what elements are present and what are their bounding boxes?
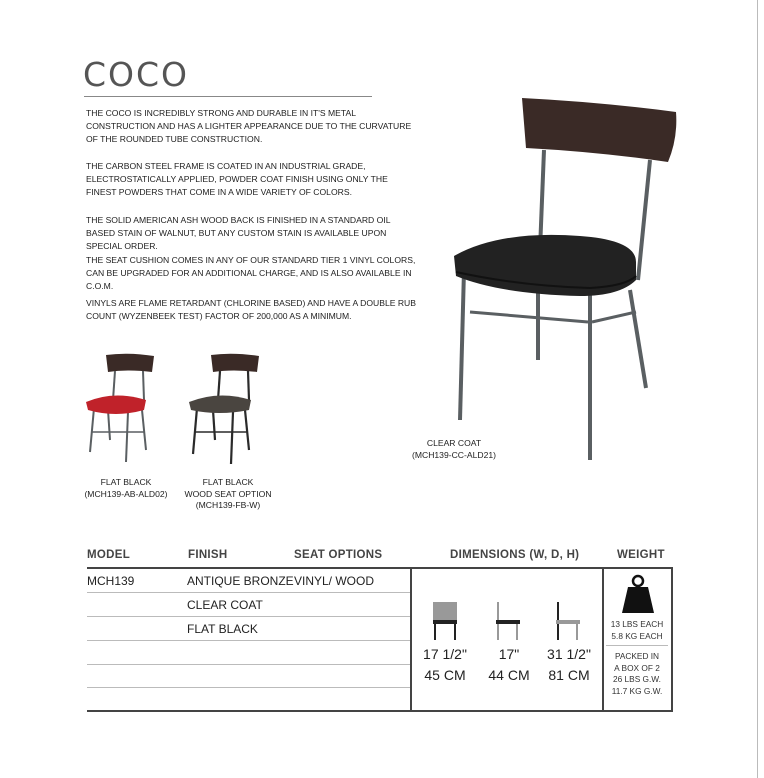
height-dimension-icon (553, 600, 583, 642)
height-value (540, 646, 598, 683)
table-row-divider (87, 664, 411, 665)
box-weight-lbs: 26 LBS G.W. (613, 674, 661, 684)
width-imperial: 17 1/2" (423, 646, 467, 662)
weight-icon (620, 573, 656, 615)
packed-line: PACKED IN (614, 651, 660, 661)
description-paragraph-4: THE SEAT CUSHION COMES IN ANY OF OUR STANDARD TIER 1 VINYL COLORS, CAN BE UPGRADED FOR AN ADDITIONAL CHARGE, AND IS ALSO AVAILABLE IN C.O.M. (86, 255, 416, 291)
caption-line: (MCH139-AB-ALD02) (84, 488, 168, 499)
red-seat-cushion (86, 395, 146, 414)
table-top-rule (87, 567, 673, 569)
table-column-rule (410, 567, 412, 712)
seat-options-cell: VINYL/ WOOD (294, 574, 375, 588)
description-paragraph-2: THE CARBON STEEL FRAME IS COATED IN AN INDUSTRIAL GRADE, ELECTROSTATICALLY APPLIED, POWDER COAT FINISH USING ONLY THE FINEST POWDERS THAT COME IN A WIDE VARIETY OF COLORS. (86, 161, 388, 197)
chair-image-wood-seat (183, 350, 263, 470)
description-paragraph-1: THE COCO IS INCREDIBLY STRONG AND DURABLE IN IT'S METAL CONSTRUCTION AND HAS A LIGHTER APPEARANCE DUE TO THE CURVATURE OF THE ROUNDED TUBE CONSTRUCTION. (86, 108, 412, 144)
caption-red-chair (72, 477, 180, 500)
weight-packed (604, 651, 670, 697)
weight-each-kg: 5.8 KG EACH (611, 630, 663, 641)
caption-line: (MCH139-FB-W) (195, 500, 261, 510)
wood-seat (189, 395, 251, 413)
table-bottom-rule (87, 710, 673, 712)
caption-line: CLEAR COAT (426, 438, 482, 448)
page-edge-rule (757, 0, 758, 778)
width-value (416, 646, 474, 683)
header-finish: FINISH (188, 549, 228, 561)
description-paragraph-5: VINYLS ARE FLAME RETARDANT (CHLORINE BASED) AND HAVE A DOUBLE RUB COUNT (WYZENBEEK TEST) FACTOR OF 200,000 AS A MINIMUM. (86, 298, 416, 321)
weight-each-lbs: 13 LBS EACH (610, 619, 664, 629)
finish-cell: ANTIQUE BRONZE (187, 574, 294, 588)
description-paragraph-3: THE SOLID AMERICAN ASH WOOD BACK IS FINISHED IN A STANDARD OIL BASED STAIN OF WALNUT, BUT ANY CUSTOM STAIN IS AVAILABLE UPON SPECIAL ORDER. (86, 215, 391, 251)
caption-line: (MCH139-CC-ALD21) (411, 449, 497, 460)
width-dimension-icon (430, 600, 460, 642)
chair-image-clear-coat (440, 90, 690, 470)
packed-line: A BOX OF 2 (614, 662, 660, 673)
caption-line: WOOD SEAT OPTION (184, 488, 272, 499)
title-underline (84, 96, 372, 97)
chair-image-red-seat (80, 350, 160, 470)
finish-cell: FLAT BLACK (187, 622, 258, 636)
table-column-rule (671, 567, 673, 712)
depth-metric: 44 CM (488, 667, 530, 683)
caption-wood-chair (174, 477, 282, 512)
depth-value (480, 646, 538, 683)
height-imperial: 31 1/2" (547, 646, 591, 662)
box-weight-kg: 11.7 KG G.W. (611, 685, 663, 696)
header-weight: WEIGHT (617, 549, 665, 561)
header-seat-options: SEAT OPTIONS (294, 549, 383, 561)
finish-cell: CLEAR COAT (187, 598, 263, 612)
header-model: MODEL (87, 549, 131, 561)
width-metric: 45 CM (424, 667, 466, 683)
header-dimensions: DIMENSIONS (W, D, H) (450, 549, 580, 561)
model-cell: MCH139 (87, 574, 135, 588)
table-row-divider (87, 640, 411, 641)
depth-imperial: 17" (498, 646, 520, 662)
weight-divider (606, 645, 668, 646)
product-title: COCO (83, 55, 190, 94)
table-row-divider (87, 616, 411, 617)
table-row-divider (87, 687, 411, 688)
table-row-divider (87, 592, 411, 593)
height-metric: 81 CM (548, 667, 590, 683)
caption-line: FLAT BLACK (202, 477, 254, 487)
caption-clear-coat-chair (400, 438, 508, 461)
weight-each (604, 619, 670, 642)
depth-dimension-icon (493, 600, 523, 642)
caption-line: FLAT BLACK (100, 477, 152, 487)
